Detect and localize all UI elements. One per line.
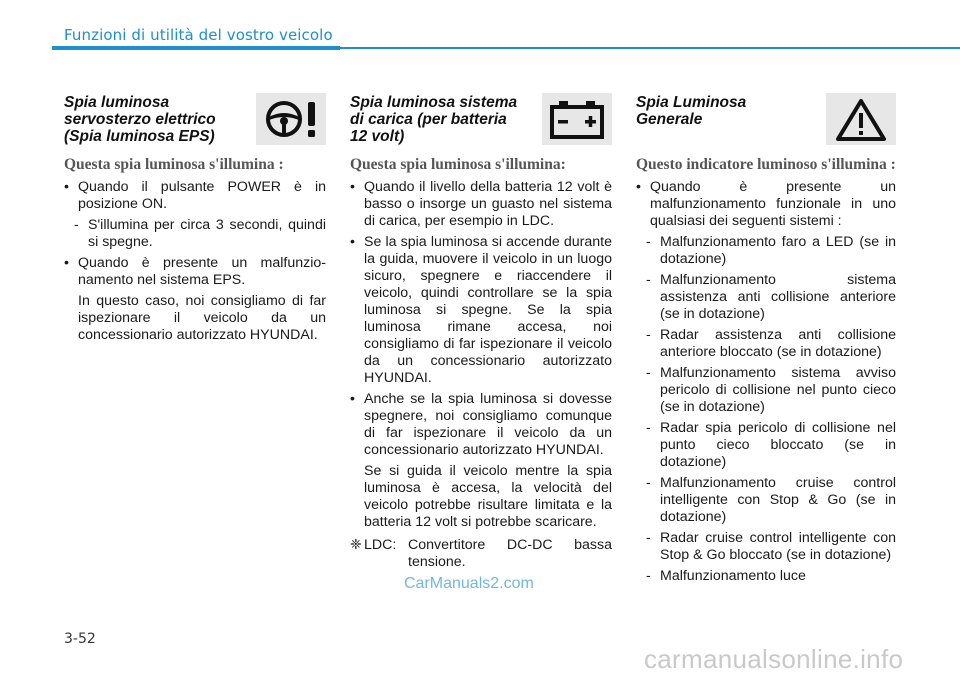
section-title-charging: Spia luminosa sistema di carica (per batteria 12 volt) <box>350 94 518 145</box>
note-term: LDC: <box>364 537 397 553</box>
sub-item: - Radar assistenza anti collisione anteriore bloccato (se in dotazione) <box>636 327 896 361</box>
column-eps <box>64 90 326 348</box>
bullet-item: • Se la spia luminosa si accende durante la guida, muovere il veicolo in un luogo sicuro, spegnere e riaccendere il veicolo, quindi controllare se la spia luminosa si spegne. Se la spia luminosa rimane accesa, noi consigliamo di far ispezionare il veicolo da un concessionario autorizzato HYUNDAI. <box>350 234 612 387</box>
sub-item: - Radar cruise control intelligente con Stop & Go bloccato (se in dotazione) <box>636 530 896 564</box>
paragraph: In questo caso, noi consigliamo di far ispezionare il veicolo da un concessionario autorizzato HYUNDAI. <box>78 293 326 343</box>
lead-text: Questa spia luminosa s'illumina : <box>64 156 284 173</box>
header-rule-accent <box>52 46 340 50</box>
sub-item: - Malfunzionamento sistema assistenza anti collisione anteriore (se in dotazione) <box>636 272 896 323</box>
column-general <box>636 90 896 589</box>
watermark-carmanuals2: CarManuals2.com <box>404 575 534 592</box>
section-heading-eps <box>64 90 326 148</box>
section-heading-general <box>636 90 896 148</box>
sub-item: - Radar spia pericolo di collisione nel punto cieco bloccato (se in dotazione) <box>636 420 896 471</box>
note-definition: Convertitore DC-DC bassa tensione. <box>408 537 612 570</box>
column-charging <box>350 90 612 571</box>
page-number: 3-52 <box>64 631 96 647</box>
bullet-item: • Anche se la spia luminosa si dovesse spegnere, noi consigliamo comunque di far ispezionare il veicolo da un concessionario autorizzato HYUNDAI. <box>350 391 612 459</box>
section-heading-charging <box>350 90 612 148</box>
sub-item: - Malfunzionamento cruise control intelligente con Stop & Go (se in dotazione) <box>636 475 896 526</box>
watermark-carmanualsonline: carmanualsonline.info <box>644 644 904 674</box>
sub-item: - Malfunzionamento faro a LED (se in dotazione) <box>636 234 896 268</box>
paragraph: Se si guida il veicolo mentre la spia luminosa è accesa, la velocità del veicolo potrebbe risultare limitata e la batteria 12 volt si potrebbe scaricare. <box>364 463 612 530</box>
bullet-item: • Quando è presente un malfunzio-namento nel sistema EPS. <box>64 255 326 289</box>
section-header-title: Funzioni di utilità del vostro veicolo <box>64 26 333 44</box>
sub-item: - S'illumina per circa 3 secondi, quindi si spegne. <box>64 217 326 251</box>
sub-item: - Malfunzionamento luce <box>636 568 896 585</box>
sub-item: - Malfunzionamento sistema avviso pericolo di collisione nel punto cieco (se in dotazione) <box>636 365 896 416</box>
bullet-item: • Quando il livello della batteria 12 volt è basso o insorge un guasto nel sistema di carica, per esempio in LDC. <box>350 179 612 230</box>
footnote <box>350 537 612 571</box>
header-rule <box>340 47 960 49</box>
lead-text: Questa spia luminosa s'illumina: <box>350 156 566 173</box>
lead-text: Questo indicatore luminoso s'illumina : <box>636 156 896 173</box>
bullet-item: • Quando è presente un malfunzionamento funzionale in uno qualsiasi dei seguenti sistemi : <box>636 179 896 230</box>
bullet-item: • Quando il pulsante POWER è in posizione ON. <box>64 179 326 213</box>
section-title-eps: Spia luminosa servosterzo elettrico (Spia luminosa EPS) <box>64 94 216 145</box>
note-mark: ❈ <box>350 537 362 553</box>
battery-icon <box>542 93 612 145</box>
steering-warning-icon <box>256 93 326 145</box>
warning-triangle-icon <box>826 93 896 145</box>
section-title-general: Spia Luminosa Generale <box>636 94 747 128</box>
